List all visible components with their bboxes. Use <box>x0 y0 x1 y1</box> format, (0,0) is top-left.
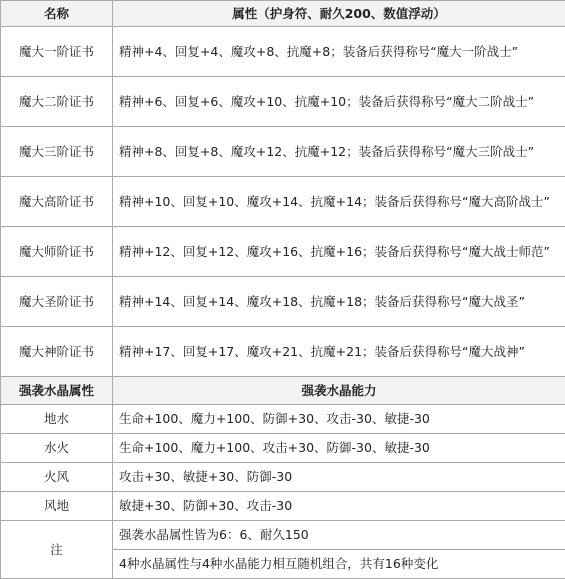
cert-name: 魔大圣阶证书 <box>1 277 113 327</box>
crystal-ability: 攻击+30、敏捷+30、防御-30 <box>113 463 565 492</box>
crystal-attr: 地水 <box>1 405 113 434</box>
note-label: 注 <box>1 521 113 579</box>
cert-name: 魔大神阶证书 <box>1 327 113 377</box>
cert-name: 魔大师阶证书 <box>1 227 113 277</box>
table-header-row <box>1 1 565 27</box>
header-crystal-attr: 强袭水晶属性 <box>1 377 113 405</box>
table-row <box>1 27 565 77</box>
table-row <box>1 492 565 521</box>
table-row <box>1 277 565 327</box>
table-row <box>1 327 565 377</box>
cert-attr: 精神+14、回复+14、魔攻+18、抗魔+18；装备后获得称号“魔大战圣” <box>113 277 565 327</box>
cert-attr: 精神+12、回复+12、魔攻+16、抗魔+16；装备后获得称号“魔大战士师范” <box>113 227 565 277</box>
cert-attr: 精神+10、回复+10、魔攻+14、抗魔+14；装备后获得称号“魔大高阶战士” <box>113 177 565 227</box>
cert-name: 魔大二阶证书 <box>1 77 113 127</box>
crystal-header-row <box>1 377 565 405</box>
header-name: 名称 <box>1 1 113 27</box>
cert-attr: 精神+4、回复+4、魔攻+8、抗魔+8；装备后获得称号“魔大一阶战士” <box>113 27 565 77</box>
table-row <box>1 463 565 492</box>
note-row <box>1 521 565 550</box>
header-attr: 属性（护身符、耐久200、数值浮动） <box>113 1 565 27</box>
note-line-1: 强袭水晶属性皆为6：6、耐久150 <box>113 521 565 550</box>
note-line-2: 4种水晶属性与4种水晶能力相互随机组合，共有16种变化 <box>113 550 565 579</box>
header-crystal-ability: 强袭水晶能力 <box>113 377 565 405</box>
table-row <box>1 177 565 227</box>
crystal-attr: 火风 <box>1 463 113 492</box>
cert-name: 魔大三阶证书 <box>1 127 113 177</box>
crystal-ability: 生命+100、魔力+100、防御+30、攻击-30、敏捷-30 <box>113 405 565 434</box>
crystal-ability: 敏捷+30、防御+30、攻击-30 <box>113 492 565 521</box>
table-row <box>1 434 565 463</box>
table-row <box>1 127 565 177</box>
table-row <box>1 405 565 434</box>
crystal-ability: 生命+100、魔力+100、攻击+30、防御-30、敏捷-30 <box>113 434 565 463</box>
cert-name: 魔大高阶证书 <box>1 177 113 227</box>
table-row <box>1 77 565 127</box>
crystal-attr: 水火 <box>1 434 113 463</box>
cert-attr: 精神+8、回复+8、魔攻+12、抗魔+12；装备后获得称号“魔大三阶战士” <box>113 127 565 177</box>
crystal-attr: 风地 <box>1 492 113 521</box>
cert-attr: 精神+17、回复+17、魔攻+21、抗魔+21；装备后获得称号“魔大战神” <box>113 327 565 377</box>
cert-attr: 精神+6、回复+6、魔攻+10、抗魔+10；装备后获得称号“魔大二阶战士” <box>113 77 565 127</box>
table-row <box>1 227 565 277</box>
cert-name: 魔大一阶证书 <box>1 27 113 77</box>
